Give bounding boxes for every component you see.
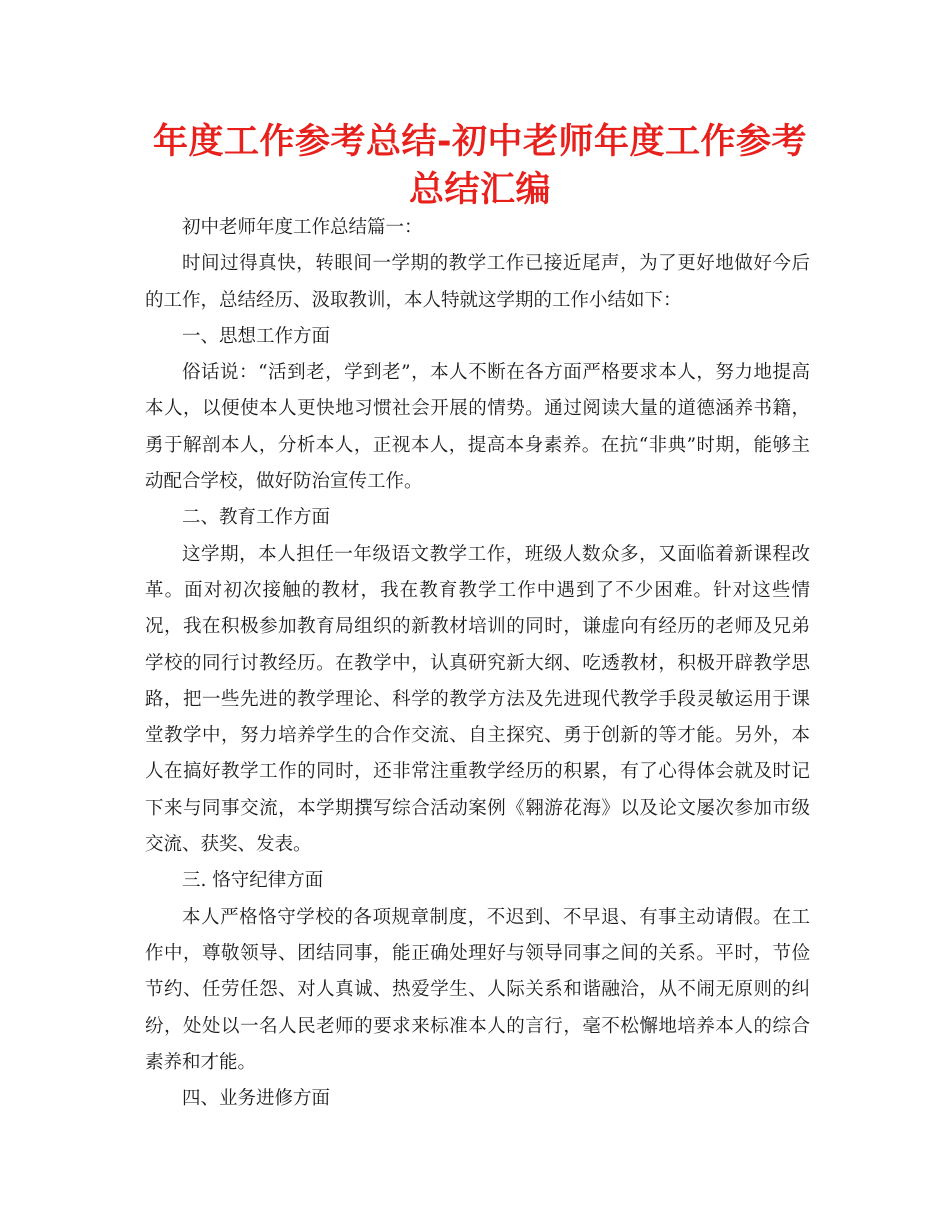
paragraph-ideology: 俗话说：“活到老，学到老”，本人不断在各方面严格要求本人，努力地提高本人，以便使本人更快地习惯社会开展的情势。通过阅读大量的道德涵养书籍，勇于解剖本人，分析本人，正视本人，提高本身素养。在抗“非典”时期，能够主动配合学校，做好防治宣传工作。	[145, 362, 810, 493]
section-heading-education: 二、教育工作方面	[182, 507, 331, 529]
document-title: 年度工作参考总结-初中老师年度工作参考总结汇编	[152, 122, 808, 210]
paragraph-education: 这学期，本人担任一年级语文教学工作，班级人数众多，又面临着新课程改革。面对初次接触的教材，我在教育教学工作中遇到了不少困难。针对这些情况，我在积极参加教育局组织的新教材培训的同时，谦虚向有经历的老师及兄弟学校的同行讨教经历。在教学中，认真研究新大纲、吃透教材，积极开辟教学思路，把一些先进的教学理论、科学的教学方法及先进现代教学手段灵敏运用于课堂教学中，努力培养学生的合作交流、自主探究、勇于创新的等才能。另外，本人在搞好教学工作的同时，还非常注重教学经历的积累，有了心得体会就及时记下来与同事交流，本学期撰写综合活动案例《翱游花海》以及论文屡次参加市级交流、获奖、发表。	[145, 543, 810, 856]
document-body	[145, 210, 810, 1117]
paragraph-intro: 时间过得真快，转眼间一学期的教学工作已接近尾声，为了更好地做好今后的工作，总结经历、汲取教训，本人特就这学期的工作小结如下：	[145, 253, 810, 311]
section-heading-ideology: 一、思想工作方面	[182, 325, 331, 347]
section-heading-discipline: 三. 恪守纪律方面	[182, 870, 324, 892]
paragraph-discipline: 本人严格恪守学校的各项规章制度，不迟到、不早退、有事主动请假。在工作中，尊敬领导、团结同事，能正确处理好与领导同事之间的关系。平时，节俭节约、任劳任怨、对人真诚、热爱学生、人际关系和谐融洽，从不闹无原则的纠纷，处处以一名人民老师的要求来标准本人的言行，毫不松懈地培养本人的综合素养和才能。	[145, 906, 810, 1073]
section-heading-professional-study: 四、业务进修方面	[182, 1088, 331, 1110]
paragraph-heading-article-one: 初中老师年度工作总结篇一：	[182, 217, 423, 238]
